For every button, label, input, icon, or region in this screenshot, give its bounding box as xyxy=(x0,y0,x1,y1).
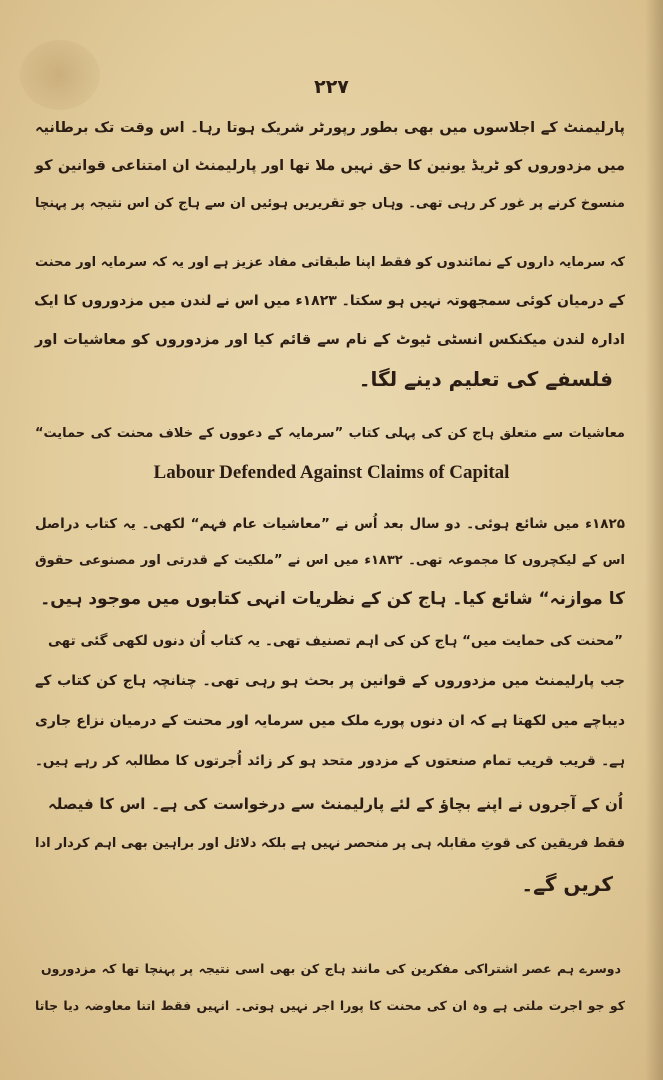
text-line: پارلیمنٹ کے اجلاسوں میں بھی بطور رپورٹر شریک ہوتا رہا۔ اس وقت تک برطانیہ xyxy=(35,120,625,136)
text-line: ہے۔ قریب قریب تمام صنعتوں کے مزدور متحد ہو کر زائد اُجرتوں کا مطالبہ کر رہے ہیں۔ xyxy=(35,753,625,769)
text-line: اُن کے آجروں نے اپنے بچاؤ کے لئے پارلیمنٹ سے درخواست کی ہے۔ اس کا فیصلہ xyxy=(48,795,623,813)
page-number: ۲۲۷ xyxy=(314,76,349,98)
text-line: ”محنت کی حمایت میں“ ہاج کن کی اہم تصنیف تھی۔ یہ کتاب اُن دنوں لکھی گئی تھی xyxy=(48,633,623,649)
text-line: معاشیات سے متعلق ہاج کن کی پہلی کتاب ”سرمایہ کے دعووں کے خلاف محنت کی حمایت“ xyxy=(35,426,625,441)
paper-stain xyxy=(20,40,100,110)
text-line: کریں گے۔ xyxy=(521,872,613,896)
text-line: منسوخ کرنے پر غور کر رہی تھی۔ وہاں جو تقریریں ہوئیں ان سے ہاج کن اس نتیجہ پر پہنچا xyxy=(35,196,625,211)
english-book-title: Labour Defended Against Claims of Capital xyxy=(153,462,510,483)
text-line: دیباچے میں لکھتا ہے کہ ان دنوں پورے ملک میں سرمایہ اور محنت کے درمیان نزاع جاری xyxy=(35,713,625,729)
text-line: کہ سرمایہ داروں کے نمائندوں کو فقط اپنا طبقاتی مفاد عزیز ہے اور یہ کہ سرمایہ اور محنت xyxy=(35,255,625,270)
text-line: فقط فریقین کی قوتِ مقابلہ ہی پر منحصر نہیں ہے بلکہ دلائل اور براہین بھی اہم کردار ادا xyxy=(35,836,625,851)
text-line: ۱۸۲۵ء میں شائع ہوئی۔ دو سال بعد اُس نے ”معاشیات عام فہم“ لکھی۔ یہ کتاب دراصل xyxy=(35,516,625,532)
text-line: دوسرے ہم عصر اشتراکی مفکرین کی مانند ہاج کن بھی اسی نتیجہ پر پہنچا تھا کہ مزدوروں xyxy=(41,961,621,976)
text-line: اس کے لیکچروں کا مجموعہ تھی۔ ۱۸۳۲ء میں اس نے ”ملکیت کے قدرتی اور مصنوعی حقوق xyxy=(35,553,625,568)
text-line: کا موازنہ“ شائع کیا۔ ہاج کن کے نظریات انہی کتابوں میں موجود ہیں۔ xyxy=(40,589,625,609)
page-edge-shadow xyxy=(645,0,663,1080)
text-line: میں مزدوروں کو ٹریڈ یونین کا حق نہیں ملا تھا اور پارلیمنٹ ان امتناعی قوانین کو xyxy=(35,158,625,174)
text-line: کو جو اجرت ملتی ہے وہ ان کی محنت کا پورا اجر نہیں ہوتی۔ انہیں فقط اتنا معاوضہ دیا جاتا xyxy=(35,998,625,1013)
text-line: ادارہ لندن میکنکس انسٹی ٹیوٹ کے نام سے قائم کیا اور مزدوروں کو معاشیات اور xyxy=(35,332,625,348)
text-line: کے درمیان کوئی سمجھوتہ نہیں ہو سکتا۔ ۱۸۲۳ء میں اس نے لندن میں مزدوروں کا ایک xyxy=(34,293,625,309)
text-line: جب پارلیمنٹ میں مزدوروں کے قوانین پر بحث ہو رہی تھی۔ چنانچہ ہاج کن کتاب کے xyxy=(35,673,625,689)
text-line: فلسفے کی تعلیم دینے لگا۔ xyxy=(358,367,613,391)
